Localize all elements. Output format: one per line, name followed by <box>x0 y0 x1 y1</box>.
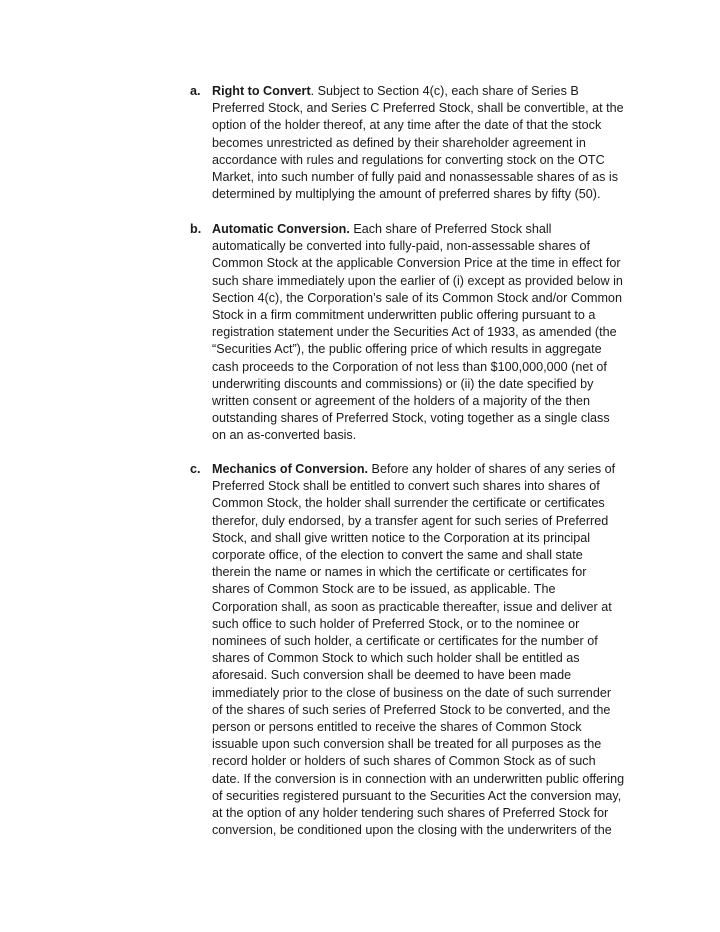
clause-line: nominees of such holder, a certificate or certificates for the number of <box>212 634 598 648</box>
clause-marker: a. <box>190 84 201 98</box>
clause-line: aforesaid. Such conversion shall be deemed to have been made <box>212 668 572 683</box>
clause-line: Stock in a firm commitment underwritten public offering pursuant to a <box>212 308 596 322</box>
clause-line: record holder or holders of such shares of Common Stock as of such <box>212 754 596 769</box>
clause-line: Section 4(c), the Corporation’s sale of its Common Stock and/or Common <box>212 290 622 305</box>
clause-line: outstanding shares of Preferred Stock, voting together as a single class <box>212 411 610 426</box>
clause-line <box>212 83 579 100</box>
clause-line: date. If the conversion is in connection with an underwritten public offering <box>212 771 625 786</box>
clause-line: option of the holder thereof, at any time after the date of that the stock <box>212 118 602 133</box>
clause-line: Corporation shall, as soon as practicable thereafter, issue and deliver at <box>212 599 612 614</box>
clause-line: registration statement under the Securities Act of 1933, as amended (the <box>212 325 617 340</box>
clause-line: immediately prior to the close of business on the date of such surrender <box>212 685 612 700</box>
clause-heading: Right to Convert <box>212 84 311 98</box>
clause-line: issuable upon such conversion shall be treated for all purposes as the <box>212 737 602 752</box>
clause-text: Each share of Preferred Stock shall <box>349 222 552 236</box>
clause-marker: b. <box>190 222 202 236</box>
clause-line: of the shares of such series of Preferred Stock to be converted, and the <box>212 702 611 717</box>
clause-line: Preferred Stock shall be entitled to convert such shares into shares of <box>212 479 600 494</box>
clause-line: automatically be converted into fully-paid, non-assessable shares of <box>212 239 591 254</box>
clause-line: such share immediately upon the earlier of (i) except as provided below in <box>212 273 623 288</box>
clause-line: Common Stock at the applicable Conversion Price at the time in effect for <box>212 256 621 271</box>
clause-line: therein the name or names in which the certificate or certificates for <box>212 565 587 580</box>
clause-line <box>212 461 615 478</box>
clause-heading: Mechanics of Conversion. <box>212 462 369 476</box>
clause-text: Before any holder of shares of any series of <box>368 462 616 476</box>
clause-line: of securities registered pursuant to the Securities Act the conversion may, <box>212 788 622 803</box>
clause-line: determined by multiplying the amount of preferred shares by fifty (50). <box>212 187 601 202</box>
clause-line <box>212 221 551 238</box>
clause-line: cash proceeds to the Corporation of not less than $100,000,000 (net of <box>212 359 607 374</box>
clause-line: conversion, be conditioned upon the closing with the underwriters of the <box>212 823 612 838</box>
clause-line: at the option of any holder tendering such shares of Preferred Stock for <box>212 806 609 820</box>
clause-line: shares of Common Stock to which such holder shall be entitled as <box>212 651 580 666</box>
clause-line: “Securities Act”), the public offering price of which results in aggregate <box>212 342 602 357</box>
clause-line: shares of Common Stock are to be issued, as applicable. The <box>212 582 556 597</box>
clause-line: on an as-converted basis. <box>212 428 357 443</box>
clause-line: such office to such holder of Preferred Stock, or to the nominee or <box>212 616 580 631</box>
clause-line: written consent or agreement of the holders of a majority of the then <box>212 394 591 408</box>
clause-line: Common Stock, the holder shall surrender the certificate or certificates <box>212 496 605 511</box>
clause-line: Stock, and shall give written notice to the Corporation at its principal <box>212 530 591 545</box>
clause-line: person or persons entitled to receive the shares of Common Stock <box>212 720 582 734</box>
clause-line: corporate office, of the election to convert the same and shall state <box>212 548 583 562</box>
clause-line: underwriting discounts and commissions) or (ii) the date specified by <box>212 376 594 391</box>
clause-line: accordance with rules and regulations for converting stock on the OTC <box>212 152 605 167</box>
clause-heading: Automatic Conversion. <box>212 222 350 236</box>
clause-line: becomes unrestricted as defined by their shareholder agreement in <box>212 135 586 150</box>
clause-line: therefor, duly endorsed, by a transfer agent for such series of Preferred <box>212 513 609 528</box>
clause-line: Market, into such number of fully paid and nonassessable shares of as is <box>212 170 619 184</box>
clause-text: . Subject to Section 4(c), each share of Series B <box>310 84 579 98</box>
clause-marker: c. <box>190 462 201 476</box>
clause-line: Preferred Stock, and Series C Preferred Stock, shall be convertible, at the <box>212 101 624 116</box>
